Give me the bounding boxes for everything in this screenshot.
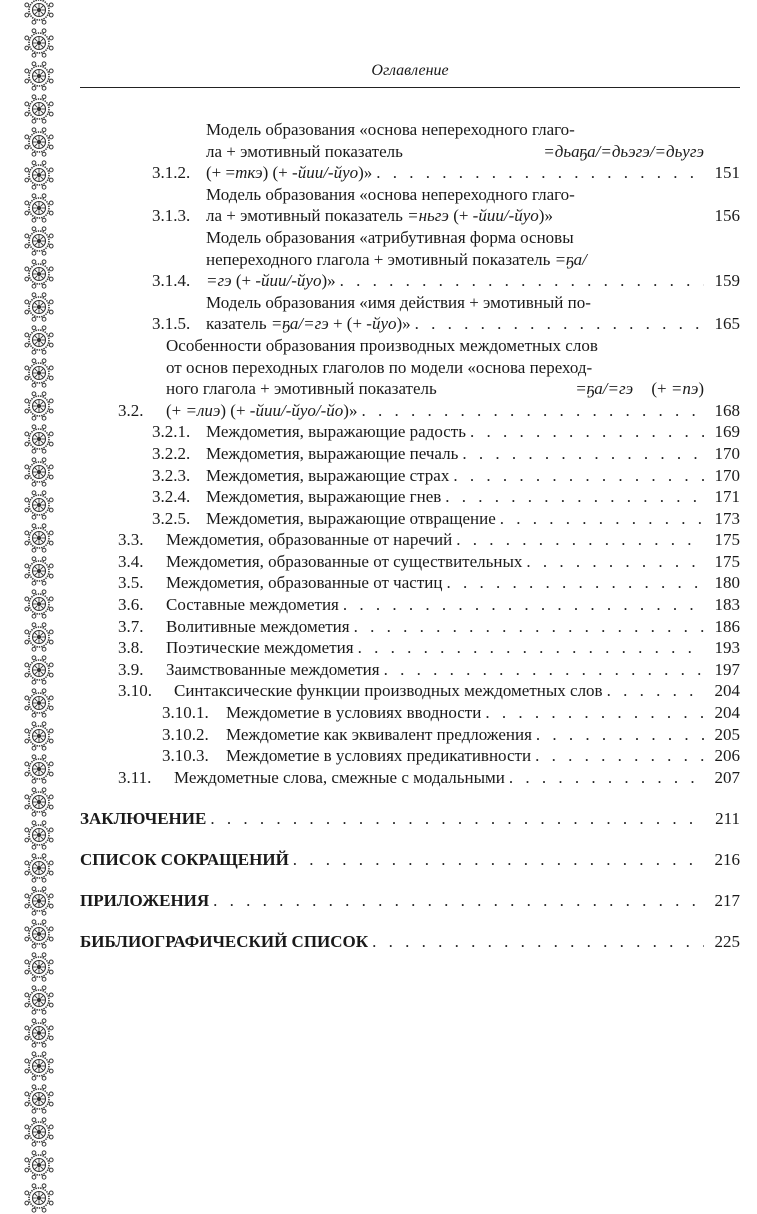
page-number: 156 xyxy=(714,206,740,226)
toc-entry-3-9[interactable] xyxy=(80,659,740,681)
entry-number: 3.10.3. xyxy=(162,746,209,766)
wheel-ornament-icon xyxy=(23,687,55,719)
entry-text: )» xyxy=(538,206,553,226)
wheel-ornament-icon xyxy=(23,258,55,290)
page-number: 165 xyxy=(714,314,740,334)
entry-title: Волитивные междометия xyxy=(166,616,350,636)
leader-dots xyxy=(531,745,704,767)
wheel-ornament-icon xyxy=(23,1182,55,1214)
entry-title: Междометие в условиях предикативности xyxy=(226,746,532,766)
wheel-ornament-icon xyxy=(23,951,55,983)
entry-title: Междометия, выражающие отвращение xyxy=(206,508,496,528)
wheel-ornament-icon xyxy=(23,786,55,818)
entry-number: 3.11. xyxy=(118,767,152,787)
wheel-ornament-icon xyxy=(23,423,55,455)
entry-text: )» xyxy=(343,400,358,420)
toc-entry-3-5[interactable] xyxy=(80,572,740,594)
entry-text: )» xyxy=(396,314,411,334)
wheel-ornament-icon xyxy=(23,819,55,851)
entry-number: 3.2.3. xyxy=(152,465,191,485)
page-number: 159 xyxy=(714,271,740,291)
leader-dots xyxy=(336,270,704,292)
entry-text: (+ - xyxy=(231,271,262,291)
section-title: СПИСОК СОКРАЩЕНИЙ xyxy=(80,849,289,869)
page-number: 225 xyxy=(714,931,740,951)
wheel-ornament-icon xyxy=(23,27,55,59)
entry-number: 3.8. xyxy=(118,638,144,658)
entry-text: (+ xyxy=(647,379,671,399)
toc-entry-3-2-1[interactable] xyxy=(80,421,740,443)
wheel-ornament-icon xyxy=(23,291,55,323)
page-number: 169 xyxy=(714,422,740,442)
entry-formula: =пэ xyxy=(670,379,699,399)
entry-number: 3.1.4. xyxy=(152,271,191,291)
wheel-ornament-icon xyxy=(23,126,55,158)
page-number: 173 xyxy=(714,508,740,528)
toc-entry-3-2-5[interactable] xyxy=(80,508,740,530)
table-of-contents xyxy=(80,119,740,952)
wheel-ornament-icon xyxy=(23,984,55,1016)
page-number: 207 xyxy=(714,767,740,787)
wheel-ornament-icon xyxy=(23,93,55,125)
entry-text: (+ xyxy=(166,400,186,420)
leader-dots xyxy=(458,443,704,465)
leader-dots xyxy=(411,313,704,335)
wheel-ornament-icon xyxy=(23,522,55,554)
entry-title: Синтаксические функции производных междометных слов xyxy=(174,681,603,701)
page-number: 211 xyxy=(715,808,740,828)
entry-text: + (+ - xyxy=(328,314,372,334)
leader-dots xyxy=(339,594,704,616)
entry-number: 3.1.3. xyxy=(152,206,191,226)
wheel-ornament-icon xyxy=(23,588,55,620)
toc-entry-3-2-2[interactable] xyxy=(80,443,740,465)
entry-number: 3.3. xyxy=(118,530,144,550)
section-title: БИБЛИОГРАФИЧЕСКИЙ СПИСОК xyxy=(80,931,369,951)
entry-number: 3.2.5. xyxy=(152,508,191,528)
toc-main-section[interactable] xyxy=(80,921,740,952)
entry-title: Междометия, выражающие печаль xyxy=(206,443,459,463)
leader-dots xyxy=(372,162,704,184)
leader-dots xyxy=(449,465,704,487)
toc-entry-3-1-5[interactable] xyxy=(80,292,740,335)
entry-formula: =ҕа/ xyxy=(554,249,587,269)
entry-title: Междометия, выражающие радость xyxy=(206,422,466,442)
entry-formula: йуо xyxy=(371,314,397,334)
entry-number: 3.2.2. xyxy=(152,443,191,463)
toc-entry-3-10-3[interactable] xyxy=(80,745,740,767)
wheel-ornament-icon xyxy=(23,456,55,488)
wheel-ornament-icon xyxy=(23,753,55,785)
wheel-ornament-icon xyxy=(23,390,55,422)
running-header: Оглавление xyxy=(371,62,449,79)
leader-dots xyxy=(209,890,704,912)
toc-main-section[interactable] xyxy=(80,839,740,870)
page-number: 168 xyxy=(714,400,740,420)
wheel-ornament-icon xyxy=(23,918,55,950)
leader-dots xyxy=(505,767,704,789)
entry-title: Междометия, выражающие гнев xyxy=(206,487,442,507)
wheel-ornament-icon xyxy=(23,357,55,389)
entry-formula: =ҕа/=гэ xyxy=(270,314,329,334)
entry-formula: =гэ xyxy=(206,271,232,291)
entry-text: (+ - xyxy=(448,206,479,226)
decorative-border xyxy=(22,0,56,1204)
entry-number: 3.1.5. xyxy=(152,314,191,334)
entry-title: Поэтические междометия xyxy=(166,638,354,658)
wheel-ornament-icon xyxy=(23,60,55,92)
page-number: 205 xyxy=(714,724,740,744)
toc-entry-3-10-1[interactable] xyxy=(80,702,740,724)
toc-entry-3-2-4[interactable] xyxy=(80,486,740,508)
toc-entry-3-2[interactable] xyxy=(80,335,740,421)
entry-text: (+ = xyxy=(206,163,236,183)
wheel-ornament-icon xyxy=(23,1149,55,1181)
entry-number: 3.5. xyxy=(118,573,144,593)
toc-entry-3-1-2[interactable] xyxy=(80,119,740,184)
leader-dots xyxy=(441,486,704,508)
wheel-ornament-icon xyxy=(23,0,55,26)
toc-entry-3-2-3[interactable] xyxy=(80,465,740,487)
wheel-ornament-icon xyxy=(23,621,55,653)
entry-number: 3.7. xyxy=(118,616,144,636)
wheel-ornament-icon xyxy=(23,720,55,752)
toc-main-section[interactable] xyxy=(80,798,740,829)
entry-title-line: от основ переходных глаголов по модели «основа переход- xyxy=(166,357,593,377)
entry-text: )» xyxy=(358,163,373,183)
wheel-ornament-icon xyxy=(23,852,55,884)
leader-dots xyxy=(603,680,704,702)
wheel-ornament-icon xyxy=(23,192,55,224)
entry-title: Заимствованные междометия xyxy=(166,659,380,679)
leader-dots xyxy=(452,529,704,551)
entry-title: Междометные слова, смежные с модальными xyxy=(174,767,505,787)
toc-entry-3-10-2[interactable] xyxy=(80,724,740,746)
wheel-ornament-icon xyxy=(23,1083,55,1115)
page-number: 204 xyxy=(714,703,740,723)
wheel-ornament-icon xyxy=(23,885,55,917)
entry-text: ) (+ - xyxy=(220,400,256,420)
page-number: 216 xyxy=(714,849,740,869)
entry-formula: =ньгэ xyxy=(407,206,449,226)
page-number: 186 xyxy=(714,616,740,636)
entry-number: 3.10.1. xyxy=(162,703,209,723)
entry-title-line: Модель образования «атрибутивная форма основы xyxy=(206,227,574,247)
toc-entry-3-4[interactable] xyxy=(80,551,740,573)
entry-text: непереходного глагола + эмотивный показатель xyxy=(206,249,555,269)
page-number: 170 xyxy=(714,443,740,463)
leader-dots xyxy=(442,572,704,594)
entry-title: Междометие в условиях вводности xyxy=(226,703,482,723)
leader-dots xyxy=(466,421,704,443)
entry-title: Междометия, образованные от частиц xyxy=(166,573,443,593)
toc-entry-3-6[interactable] xyxy=(80,594,740,616)
entry-formula: йии/-йуо xyxy=(297,163,359,183)
entry-title-line: Модель образования «основа непереходного глаго- xyxy=(206,184,575,204)
entry-number: 3.2.1. xyxy=(152,422,191,442)
entry-number: 3.10. xyxy=(118,681,152,701)
entry-formula: =ҕа/=гэ xyxy=(575,379,634,399)
leader-dots xyxy=(368,931,704,953)
leader-dots xyxy=(357,400,704,422)
entry-formula: йии/-йуо xyxy=(478,206,539,226)
leader-dots xyxy=(532,724,704,746)
wheel-ornament-icon xyxy=(23,555,55,587)
entry-text: казатель xyxy=(206,314,271,334)
section-title: ПРИЛОЖЕНИЯ xyxy=(80,890,210,910)
leader-dots xyxy=(354,637,704,659)
entry-title-line: Особенности образования производных междометных слов xyxy=(166,335,598,355)
entry-number: 3.6. xyxy=(118,595,144,615)
entry-title-line: ла + эмотивный показатель xyxy=(206,141,403,161)
entry-text: ) xyxy=(698,379,704,399)
wheel-ornament-icon xyxy=(23,654,55,686)
entry-title: Междометие как эквивалент предложения xyxy=(226,724,532,744)
toc-entry-3-1-4[interactable] xyxy=(80,227,740,292)
wheel-ornament-icon xyxy=(23,159,55,191)
toc-entry-3-3[interactable] xyxy=(80,529,740,551)
entry-formula: йии/-йуо/-йо xyxy=(255,400,344,420)
entry-title: Междометия, образованные от существительных xyxy=(166,551,523,571)
entry-number: 3.2.4. xyxy=(152,487,191,507)
header-rule xyxy=(80,87,740,88)
entry-title-line: Модель образования «имя действия + эмотивный по- xyxy=(206,292,591,312)
page-number: 193 xyxy=(714,638,740,658)
page-number: 183 xyxy=(714,595,740,615)
toc-entry-3-1-3[interactable] xyxy=(80,184,740,227)
section-title: ЗАКЛЮЧЕНИЕ xyxy=(80,808,207,828)
entry-title: Междометия, выражающие страх xyxy=(206,465,450,485)
wheel-ornament-icon xyxy=(23,1017,55,1049)
page-number: 151 xyxy=(714,163,740,183)
wheel-ornament-icon xyxy=(23,225,55,257)
leader-dots xyxy=(496,508,704,530)
wheel-ornament-icon xyxy=(23,1050,55,1082)
entry-number: 3.4. xyxy=(118,551,144,571)
toc-main-section[interactable] xyxy=(80,880,740,911)
page-number: 171 xyxy=(714,487,740,507)
page-number: 206 xyxy=(714,746,740,766)
page-number: 217 xyxy=(714,890,740,910)
toc-entry-3-7[interactable] xyxy=(80,616,740,638)
toc-entry-3-11[interactable] xyxy=(80,767,740,789)
leader-dots xyxy=(289,849,704,871)
entry-title: Междометия, образованные от наречий xyxy=(166,530,453,550)
entry-formula: ткэ xyxy=(235,163,263,183)
entry-number: 3.10.2. xyxy=(162,724,209,744)
entry-formula: йии/-йуо xyxy=(261,271,322,291)
entry-text: ла + эмотивный показатель xyxy=(206,206,408,226)
entry-text: ного глагола + эмотивный показатель xyxy=(166,379,437,399)
leader-dots xyxy=(206,808,704,830)
leader-dots xyxy=(380,659,704,681)
entry-title-line: Модель образования «основа непереходного глаго- xyxy=(206,120,575,139)
wheel-ornament-icon xyxy=(23,489,55,521)
page-number: 204 xyxy=(714,681,740,701)
leader-dots xyxy=(481,702,704,724)
entry-formula: =дьаҕа/=дьэгэ/=дьугэ xyxy=(543,141,704,161)
toc-entry-3-10[interactable] xyxy=(80,680,740,702)
entry-formula: =лиэ xyxy=(185,400,221,420)
page-number: 175 xyxy=(714,530,740,550)
page-number: 170 xyxy=(714,465,740,485)
entry-text: ) (+ - xyxy=(262,163,298,183)
toc-entry-3-8[interactable] xyxy=(80,637,740,659)
leader-dots xyxy=(350,616,704,638)
wheel-ornament-icon xyxy=(23,1116,55,1148)
leader-dots xyxy=(522,551,704,573)
page-number: 175 xyxy=(714,551,740,571)
wheel-ornament-icon xyxy=(23,324,55,356)
entry-number: 3.2. xyxy=(118,400,144,420)
page-number: 180 xyxy=(714,573,740,593)
entry-text: )» xyxy=(321,271,336,291)
entry-number: 3.1.2. xyxy=(152,163,191,183)
page-number: 197 xyxy=(714,659,740,679)
entry-title: Составные междометия xyxy=(166,595,339,615)
entry-number: 3.9. xyxy=(118,659,144,679)
